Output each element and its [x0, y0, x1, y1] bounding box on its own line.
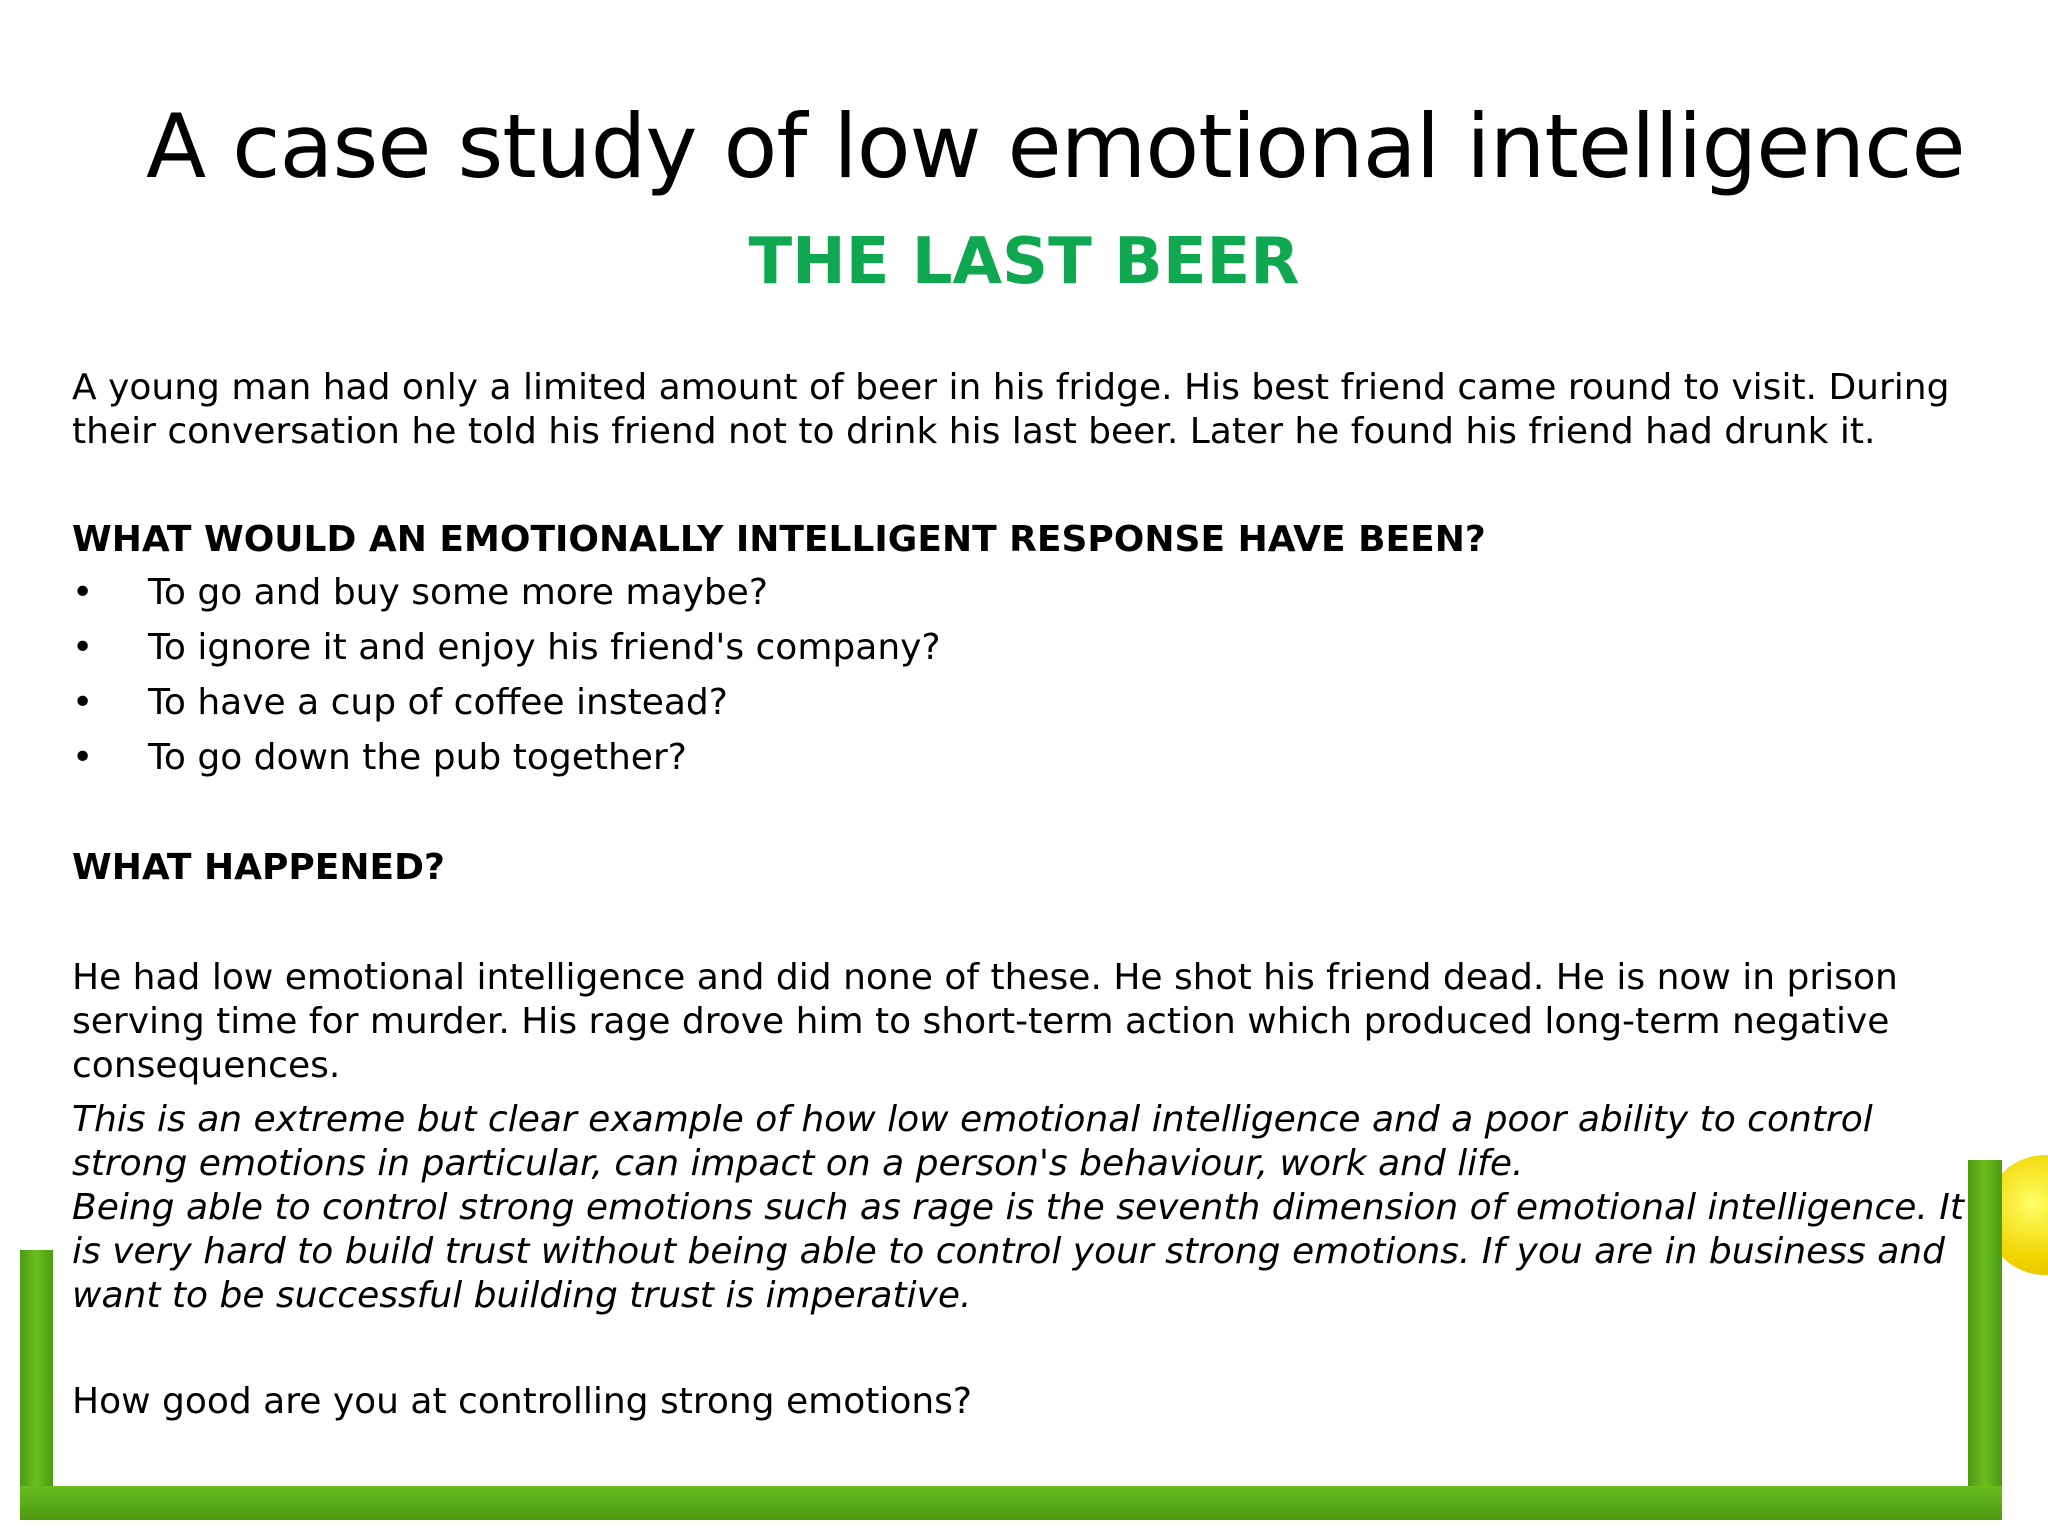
slide-subtitle: THE LAST BEER: [748, 225, 1300, 299]
bullet-icon: •: [72, 682, 94, 723]
green-frame-left: [20, 1250, 53, 1520]
intro-paragraph: A young man had only a limited amount of beer in his fridge. His best friend came round to visit. During their conversation he told his friend not to drink his last beer. Later he found his friend had drunk it.: [72, 367, 1950, 452]
slide-title: A case study of low emotional intelligence: [146, 95, 1965, 198]
commentary-paragraph: Being able to control strong emotions such as rage is the seventh dimension of emotional intelligence. It is very hard to build trust without being able to control your strong emotions. If you are in business and want to be successful building trust is imperative.: [72, 1187, 1964, 1316]
option-text: To have a cup of coffee instead?: [148, 682, 728, 723]
happened-heading: WHAT HAPPENED?: [72, 847, 445, 888]
question-heading: WHAT WOULD AN EMOTIONALLY INTELLIGENT RESPONSE HAVE BEEN?: [72, 519, 1486, 560]
bullet-icon: •: [72, 737, 94, 778]
option-text: To go and buy some more maybe?: [148, 572, 768, 613]
outcome-paragraph: He had low emotional intelligence and did none of these. He shot his friend dead. He is now in prison serving time for murder. His rage drove him to short-term action which produced long-term negative consequences.: [72, 957, 1898, 1086]
closing-question: How good are you at controlling strong emotions?: [72, 1381, 973, 1422]
option-text: To ignore it and enjoy his friend's company?: [148, 627, 941, 668]
option-text: To go down the pub together?: [148, 737, 687, 778]
green-frame-bottom: [20, 1486, 2002, 1520]
bullet-icon: •: [72, 572, 94, 613]
bullet-icon: •: [72, 627, 94, 668]
commentary-paragraph: This is an extreme but clear example of how low emotional intelligence and a poor ability to control strong emotions in particular, can impact on a person's behaviour, work and life.: [72, 1099, 1873, 1184]
commentary-block: [72, 1098, 1992, 1318]
